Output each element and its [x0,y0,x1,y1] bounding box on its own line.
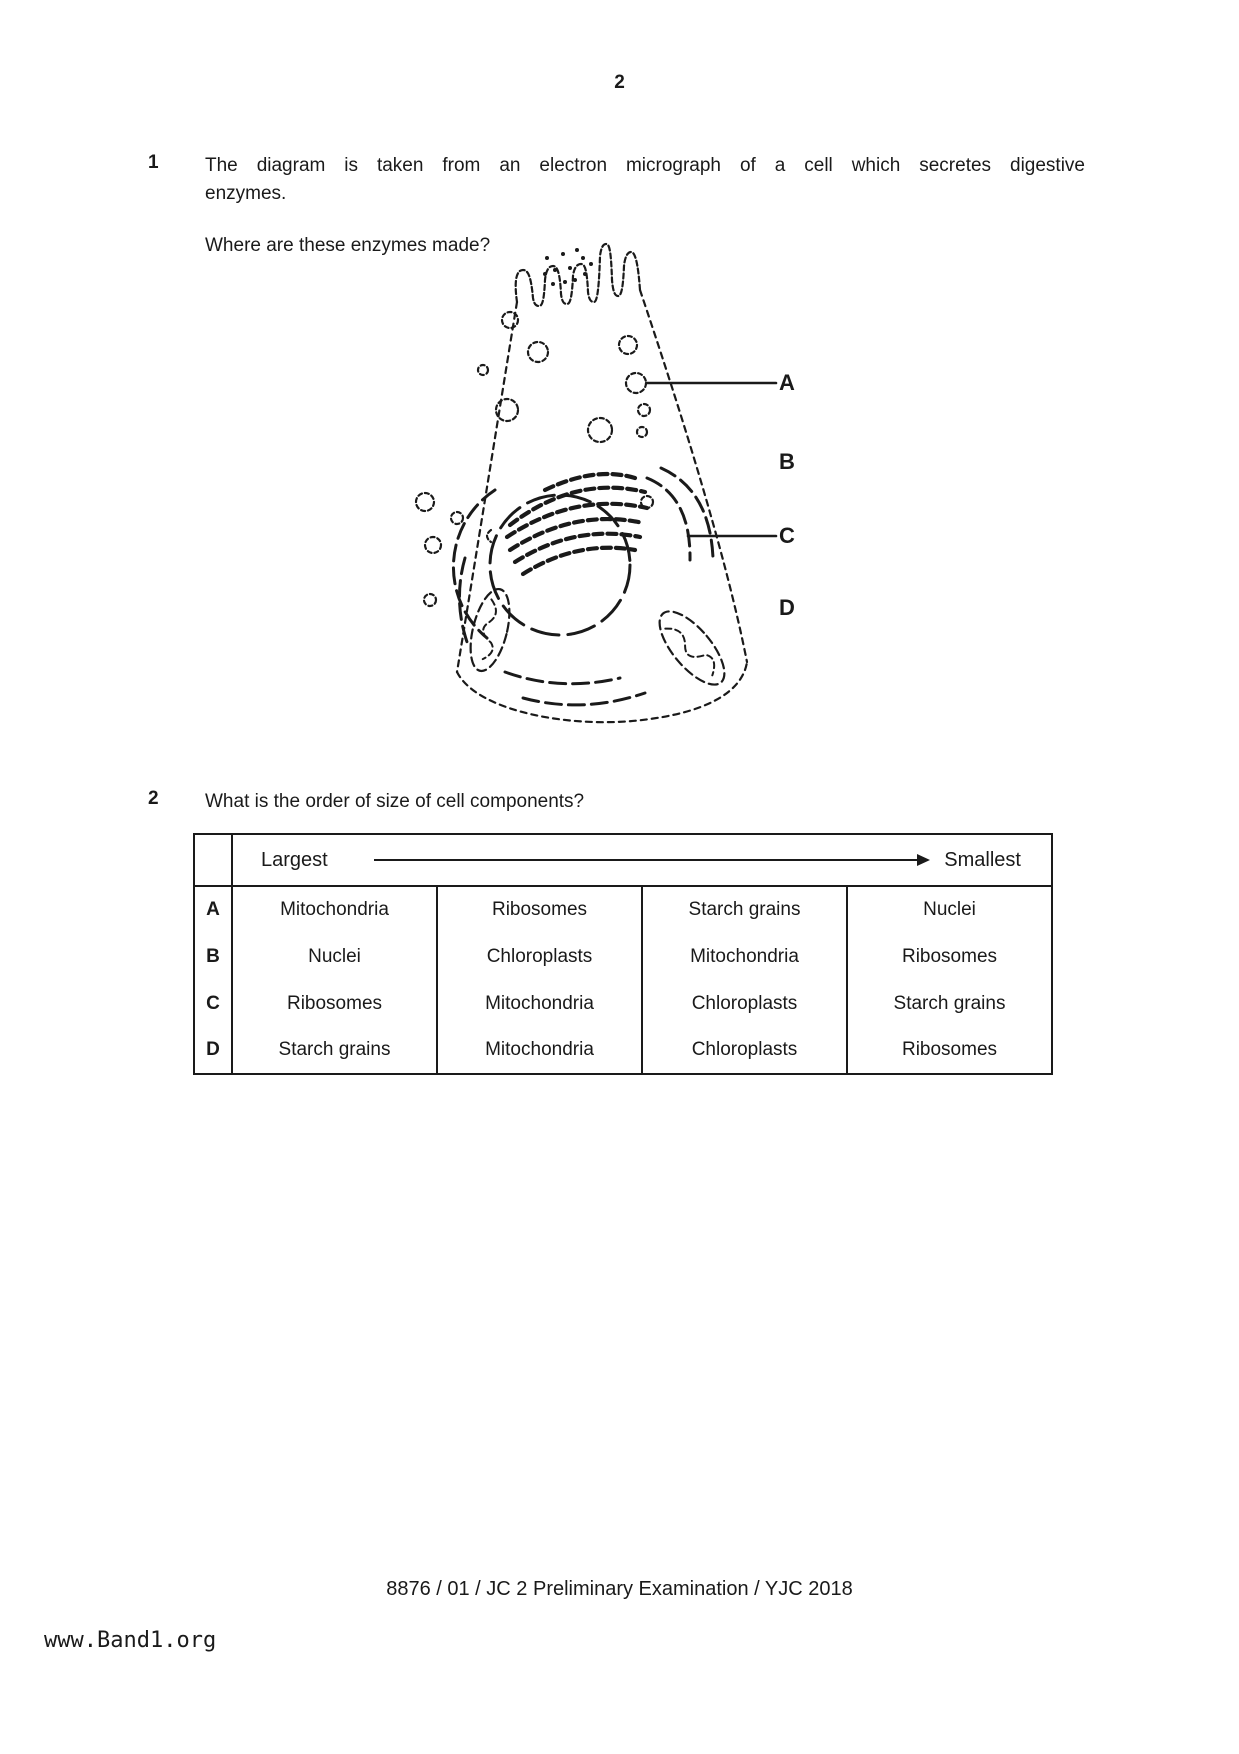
exam-footer: 8876 / 01 / JC 2 Preliminary Examination / YJC 2018 [386,1578,853,1600]
table-cell: Chloroplasts [642,980,847,1027]
question-1-text [205,152,1085,208]
table-row-d [194,1027,1052,1074]
secretory-vesicles [416,312,650,606]
page-number: 2 [614,72,625,93]
table-cell: Ribosomes [847,1027,1052,1074]
header-letter-cell [194,834,232,886]
diagram-label-a: A [779,370,795,395]
table-cell: Starch grains [232,1027,437,1074]
table-cell: Nuclei [847,886,1052,933]
scale-largest-label: Largest [261,848,328,871]
table-row-b [194,933,1052,980]
table-header-row [194,834,1052,886]
table-cell: Mitochondria [642,933,847,980]
scale-smallest-label: Smallest [944,848,1021,871]
table-cell: Starch grains [642,886,847,933]
largest-to-smallest-arrow [374,859,929,861]
cell-diagram-drawing [395,240,835,740]
table-cell: Nuclei [232,933,437,980]
table-cell: Ribosomes [232,980,437,1027]
question-1-prompt: Where are these enzymes made? [205,235,491,256]
table-cell: Starch grains [847,980,1052,1027]
question-2-number: 2 [148,788,159,809]
option-letter: C [194,980,232,1027]
cell-diagram [395,240,835,740]
question-1-line2: enzymes. [205,183,287,204]
table-cell: Mitochondria [232,886,437,933]
question-1-line1: The diagram is taken from an electron micrograph of a cell which secretes digestive [205,155,1085,176]
table-cell: Chloroplasts [437,933,642,980]
table-cell: Mitochondria [437,980,642,1027]
band1-watermark: www.Band1.org [44,1628,217,1653]
microvilli [516,244,640,306]
table-cell: Mitochondria [437,1027,642,1074]
table-row-a [194,886,1052,933]
table-cell: Chloroplasts [642,1027,847,1074]
diagram-label-d: D [779,595,795,620]
option-letter: A [194,886,232,933]
size-order-table-wrap [193,833,1053,1075]
mitochondrion-left [463,585,516,675]
size-order-table [193,833,1053,1075]
table-row-c [194,980,1052,1027]
diagram-label-b: B [779,449,795,474]
option-letter: D [194,1027,232,1074]
header-scale-cell [232,834,1052,886]
cell-membrane-outline [457,290,747,722]
question-2-text: What is the order of size of cell components? [205,791,585,812]
diagram-label-c: C [779,523,795,548]
question-1-number: 1 [148,152,159,173]
nucleus [490,495,630,635]
table-cell: Ribosomes [847,933,1052,980]
golgi-apparatus [507,474,647,574]
option-letter: B [194,933,232,980]
table-cell: Ribosomes [437,886,642,933]
mitochondrion-right [649,601,736,694]
